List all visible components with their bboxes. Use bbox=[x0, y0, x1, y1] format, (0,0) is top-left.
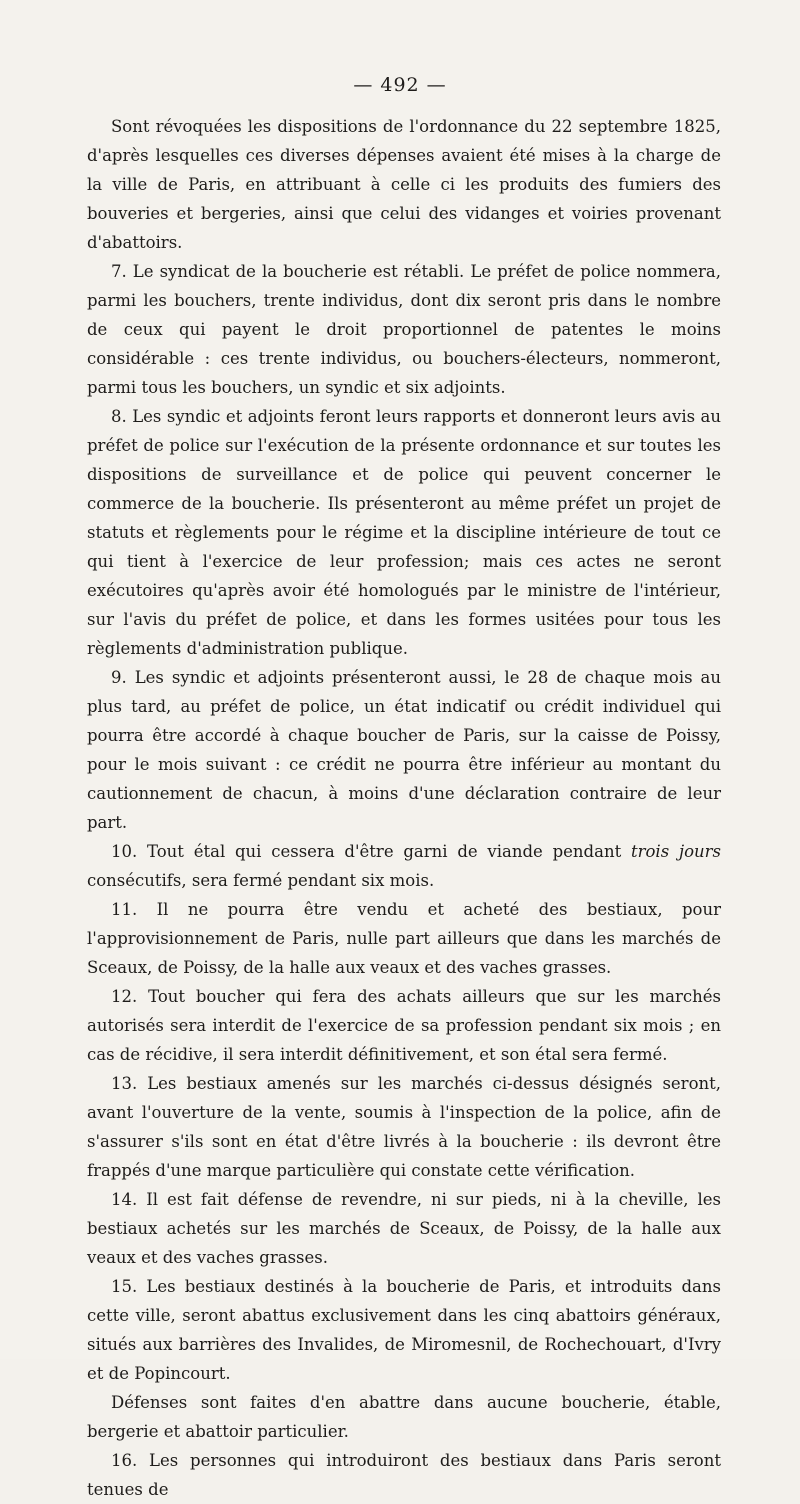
paragraph-article-9: 9. Les syndic et adjoints présenteront aussi, le 28 de chaque mois au plus tard, au préfet de police, un état indicatif ou crédit individuel qui pourra être accordé à chaque boucher de Paris, sur la caisse de Poissy, pour le mois suivant : ce crédit ne pourra être inférieur au montant du cautionnement de chacun, à moins d'une déclaration contraire de leur part. bbox=[87, 668, 721, 832]
page-number-header: — 492 — bbox=[353, 74, 447, 96]
paragraph-defenses: Défenses sont faites d'en abattre dans aucune boucherie, étable, bergerie et abattoir particulier. bbox=[87, 1393, 721, 1441]
paragraph-article-8: 8. Les syndic et adjoints feront leurs rapports et donneront leurs avis au préfet de police sur l'exécution de la présente ordonnance et sur toutes les dispositions de surveillance et de police qui peuvent concerner le commerce de la boucherie. Ils présenteront au même préfet un projet de statuts et règlements pour le régime et la discipline intérieure de tout ce qui tient à l'exercice de leur profession; mais ces actes ne seront exécutoires qu'après avoir été homologués par le ministre de l'intérieur, sur l'avis du préfet de police, et dans les formes usitées pour tous les règlements d'administration publique. bbox=[87, 407, 721, 658]
paragraph-article-7: 7. Le syndicat de la boucherie est rétabli. Le préfet de police nommera, parmi les bouchers, trente individus, dont dix seront pris dans le nombre de ceux qui payent le droit proportionnel de patentes le moins considérable : ces trente individus, ou bouchers-électeurs, nommeront, parmi tous les bouchers, un syndic et six adjoints. bbox=[87, 262, 721, 397]
paragraph-article-11: 11. Il ne pourra être vendu et acheté des bestiaux, pour l'approvisionnement de Paris, nulle part ailleurs que dans les marchés de Sceaux, de Poissy, de la halle aux veaux et des vaches grasses. bbox=[87, 900, 721, 977]
document-body bbox=[87, 112, 721, 1504]
paragraph-article-14: 14. Il est fait défense de revendre, ni sur pieds, ni à la cheville, les bestiaux achetés sur les marchés de Sceaux, de Poissy, de la halle aux veaux et des vaches grasses. bbox=[87, 1190, 721, 1267]
paragraph-article-13: 13. Les bestiaux amenés sur les marchés ci-dessus désignés seront, avant l'ouverture de la vente, soumis à l'inspection de la police, afin de s'assurer s'ils sont en état d'être livrés à la boucherie : ils devront être frappés d'une marque particulière qui constate cette vérification. bbox=[87, 1074, 721, 1180]
article-10-text-start: 10. Tout étal qui cessera d'être garni de viande pendant bbox=[111, 842, 631, 861]
article-10-text-end: consécutifs, sera fermé pendant six mois. bbox=[87, 871, 435, 890]
paragraph-article-16: 16. Les personnes qui introduiront des bestiaux dans Paris seront tenues de bbox=[87, 1451, 721, 1499]
article-10-italic-phrase: trois jours bbox=[630, 842, 721, 861]
paragraph-article-12: 12. Tout boucher qui fera des achats ailleurs que sur les marchés autorisés sera interdit de l'exercice de sa profession pendant six mois ; en cas de récidive, il sera interdit définitivement, et son étal sera fermé. bbox=[87, 987, 721, 1064]
paragraph-revocation: Sont révoquées les dispositions de l'ordonnance du 22 septembre 1825, d'après lesquelles ces diverses dépenses avaient été mises à la charge de la ville de Paris, en attribuant à celle ci les produits des fumiers des bouveries et bergeries, ainsi que celui des vidanges et voiries provenant d'abattoirs. bbox=[87, 117, 721, 252]
paragraph-article-15: 15. Les bestiaux destinés à la boucherie de Paris, et introduits dans cette ville, seront abattus exclusivement dans les cinq abattoirs généraux, situés aux barrières des Invalides, de Miromesnil, de Rochechouart, d'Ivry et de Popincourt. bbox=[87, 1277, 721, 1383]
paragraph-article-10 bbox=[87, 837, 721, 895]
